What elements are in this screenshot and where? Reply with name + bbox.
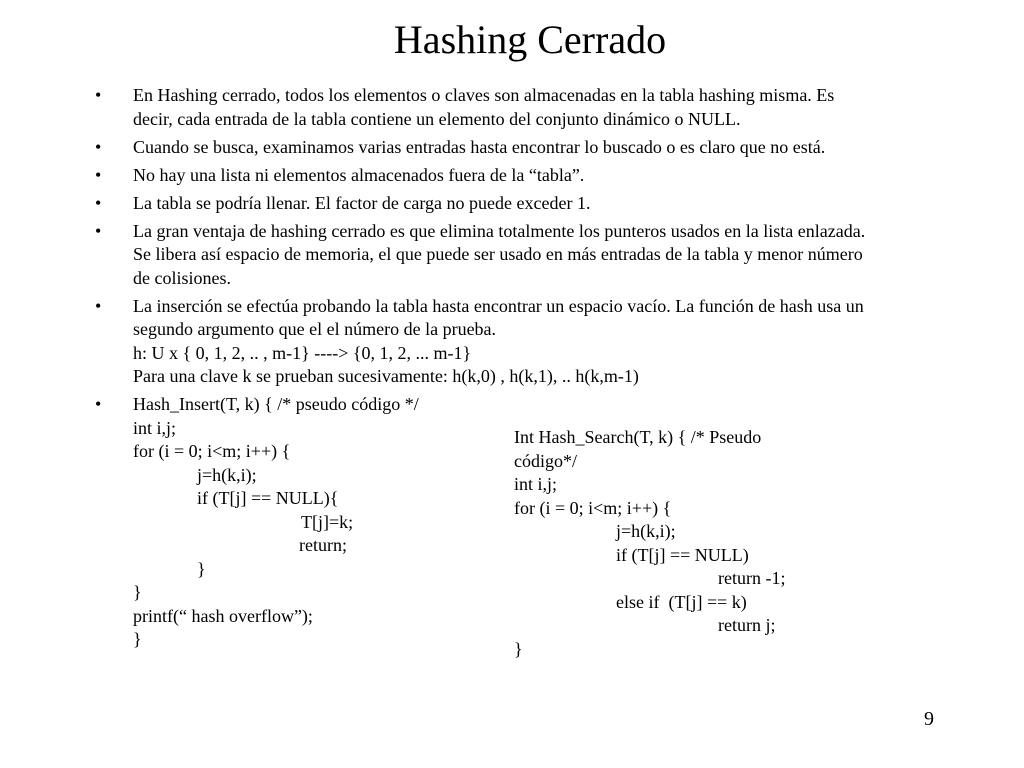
bullet-text-line: En Hashing cerrado, todos los elementos o claves son almacenadas en la tabla hashing misma. Es [133, 85, 835, 105]
code-line: for (i = 0; i<m; i++) { [514, 497, 672, 518]
code-line: j=h(k,i); [197, 464, 257, 485]
code-line: j=h(k,i); [616, 521, 676, 541]
code-line: T[j]=k; [301, 511, 354, 532]
bullet-marker: • [95, 136, 102, 157]
bullet-text-line: h: U x { 0, 1, 2, .. , m-1} ----> {0, 1, 2, ... m-1} [133, 342, 472, 363]
code-line: if (T[j] == NULL) [616, 544, 749, 565]
bullet-text-line: decir, cada entrada de la tabla contiene un elemento del conjunto dinámico o NULL. [133, 108, 741, 129]
code-line: return j; [718, 615, 776, 635]
bullet-marker: • [95, 295, 102, 316]
bullet-text-line: segundo argumento que el el número de la prueba. [133, 319, 497, 339]
bullet-item [95, 84, 955, 131]
bullet-item [95, 164, 955, 188]
slide-title: Hashing Cerrado [393, 17, 667, 62]
code-line: } [514, 638, 523, 659]
bullet-item [95, 220, 955, 291]
bullet-marker: • [95, 192, 102, 213]
bullet-marker: • [95, 394, 102, 414]
code-line: Hash_Insert(T, k) { /* pseudo código */ [133, 394, 419, 414]
bullet-item [95, 136, 955, 160]
bullet-text-line: No hay una lista ni elementos almacenados fuera de la “tabla”. [133, 164, 585, 185]
code-line: código*/ [514, 450, 577, 471]
bullet-text-line: Cuando se busca, examinamos varias entradas hasta encontrar lo buscado o es claro que no está. [133, 136, 826, 157]
bullet-marker: • [95, 164, 102, 185]
bullet-text-line: La tabla se podría llenar. El factor de carga no puede exceder 1. [133, 192, 591, 213]
bullet-marker: • [95, 85, 102, 105]
code-line: int i,j; [133, 417, 177, 438]
code-line: else if (T[j] == k) [616, 591, 747, 612]
bullet-marker: • [95, 220, 102, 241]
code-line: for (i = 0; i<m; i++) { [133, 441, 291, 461]
code-line: Int Hash_Search(T, k) { /* Pseudo [514, 427, 762, 447]
code-line: printf(“ hash overflow”); [133, 605, 313, 626]
code-line: if (T[j] == NULL){ [197, 488, 339, 508]
search-code-block [514, 426, 844, 661]
bullet-item [95, 192, 955, 216]
bullet-text-line: La gran ventaja de hashing cerrado es que elimina totalmente los punteros usados en la lista enlazada. [133, 220, 866, 241]
bullet-text-line: Se libera así espacio de memoria, el que puede ser usado en más entradas de la tabla y menor número [133, 244, 863, 264]
bullet-text-line: Para una clave k se prueban sucesivamente: h(k,0) , h(k,1), .. h(k,m-1) [133, 366, 639, 386]
bullet-item [95, 295, 955, 389]
code-line: } [133, 582, 142, 602]
bullet-text-line: La inserción se efectúa probando la tabla hasta encontrar un espacio vacío. La función de hash usa un [133, 295, 864, 316]
code-line: } [133, 629, 142, 649]
code-line: int i,j; [514, 474, 558, 494]
code-line: return; [299, 535, 347, 555]
code-line: return -1; [718, 568, 786, 588]
bullet-text-line: de colisiones. [133, 267, 231, 288]
page-number: 9 [924, 708, 934, 730]
code-line: } [197, 558, 206, 579]
